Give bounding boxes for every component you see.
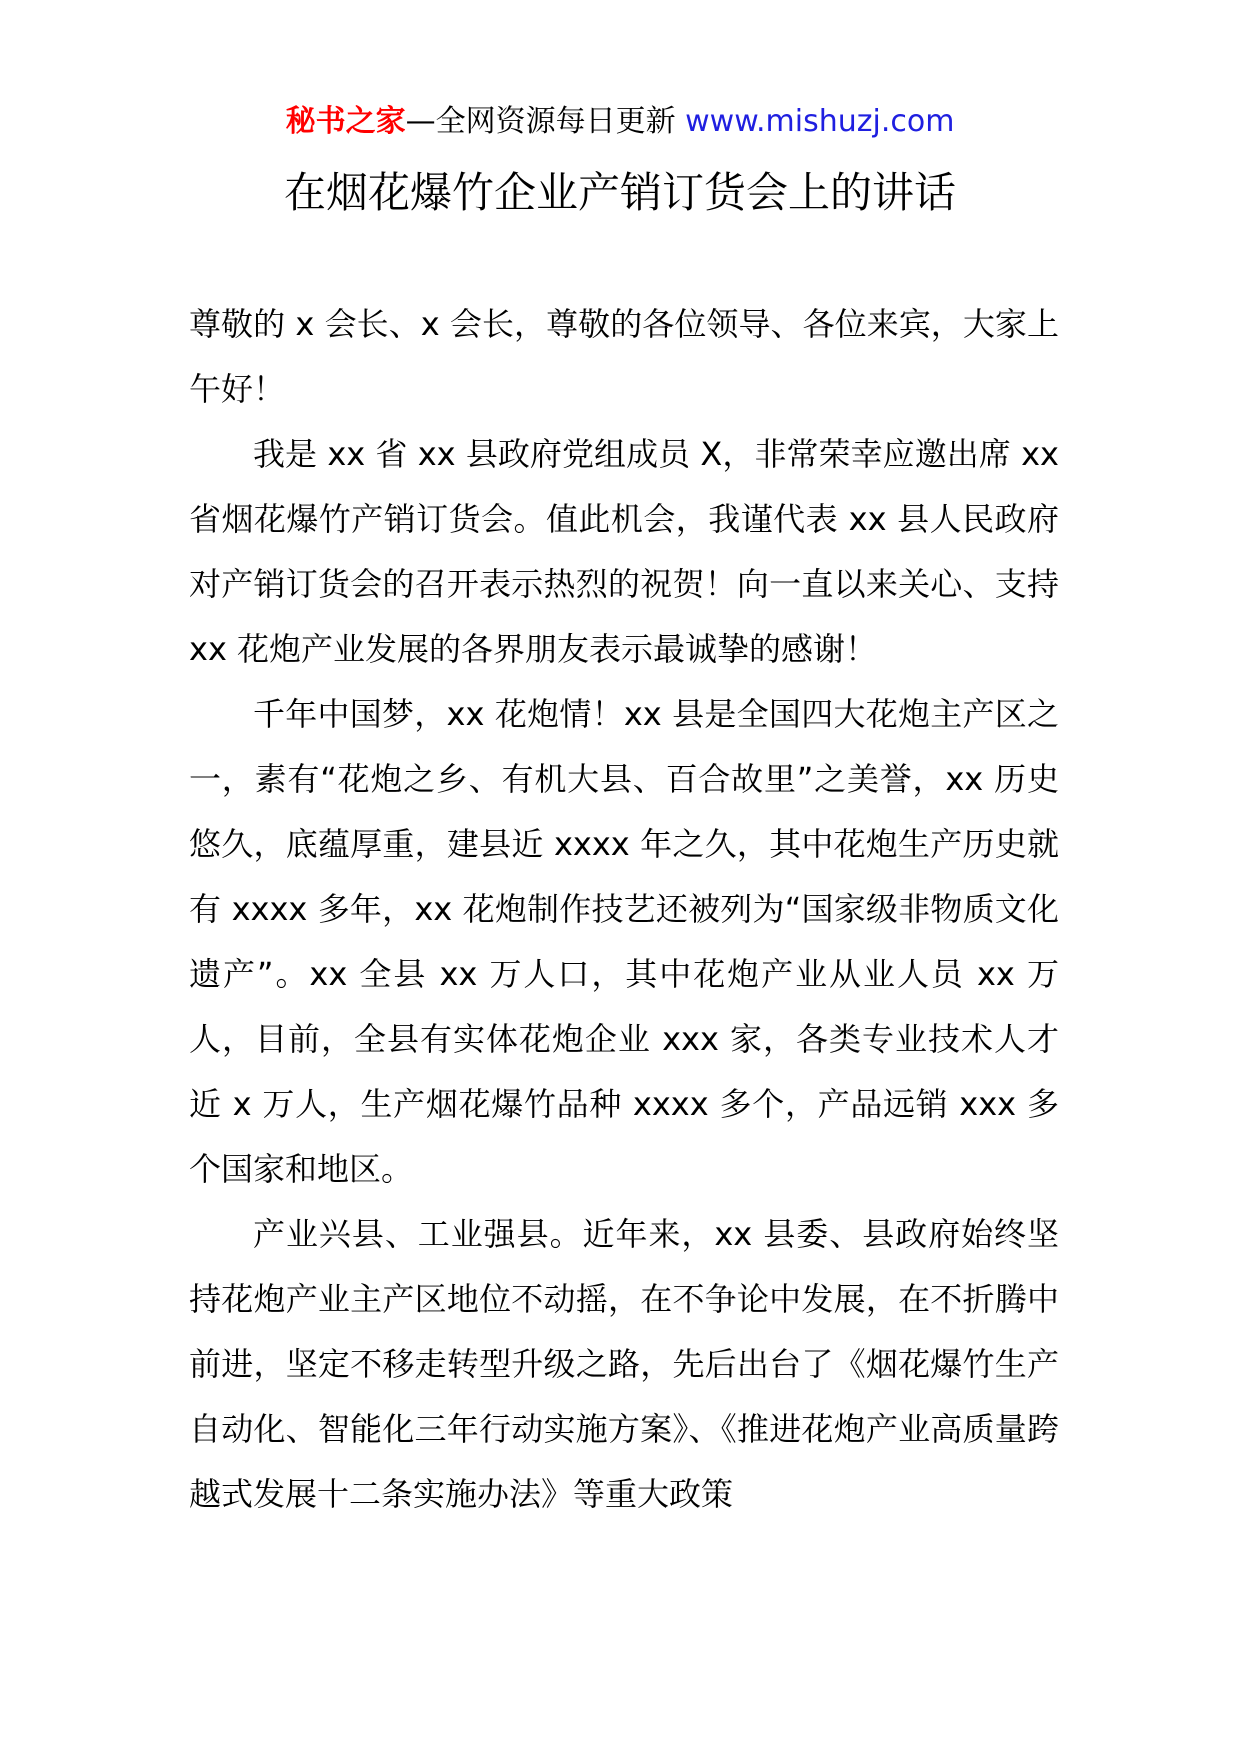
paragraph-county-history: 千年中国梦，xx 花炮情！xx 县是全国四大花炮主产区之一，素有“花炮之乡、有机大县、百合故里”之美誉，xx 历史悠久，底蕴厚重，建县近 xxxx 年之久，其中花炮生产历史就有 xxxx 多年，xx 花炮制作技艺还被列为“国家级非物质文化遗产”。xx 全县 xx 万人口，其中花炮产业从业人员 xx 万人，目前，全县有实体花炮企业 xxx 家，各类专业技术人才近 x 万人，生产烟花爆竹品种 xxxx 多个，产品远销 xxx 多个国家和地区。	[189, 695, 1059, 1188]
site-tagline: —全网资源每日更新	[405, 104, 686, 139]
paragraph-introduction: 我是 xx 省 xx 县政府党组成员 X，非常荣幸应邀出席 xx 省烟花爆竹产销订货会。值此机会，我谨代表 xx 县人民政府对产销订货会的召开表示热烈的祝贺！向一直以来关心、支持 xx 花炮产业发展的各界朋友表示最诚挚的感谢！	[189, 435, 1059, 668]
paragraph-industry-policy: 产业兴县、工业强县。近年来，xx 县委、县政府始终坚持花炮产业主产区地位不动摇，在不争论中发展，在不折腾中前进，坚定不移走转型升级之路，先后出台了《烟花爆竹生产自动化、智能化三年行动实施方案》、《推进花炮产业高质量跨越式发展十二条实施办法》等重大政策	[189, 1215, 1059, 1513]
site-url-link[interactable]: www.mishuzj.com	[685, 104, 955, 139]
document-title: 在烟花爆竹企业产销订货会上的讲话	[283, 168, 956, 217]
site-brand: 秘书之家	[285, 104, 406, 139]
document-body	[189, 292, 1059, 1527]
site-header	[0, 102, 1240, 142]
paragraph-greeting: 尊敬的 x 会长、x 会长，尊敬的各位领导、各位来宾，大家上午好！	[189, 305, 1059, 408]
